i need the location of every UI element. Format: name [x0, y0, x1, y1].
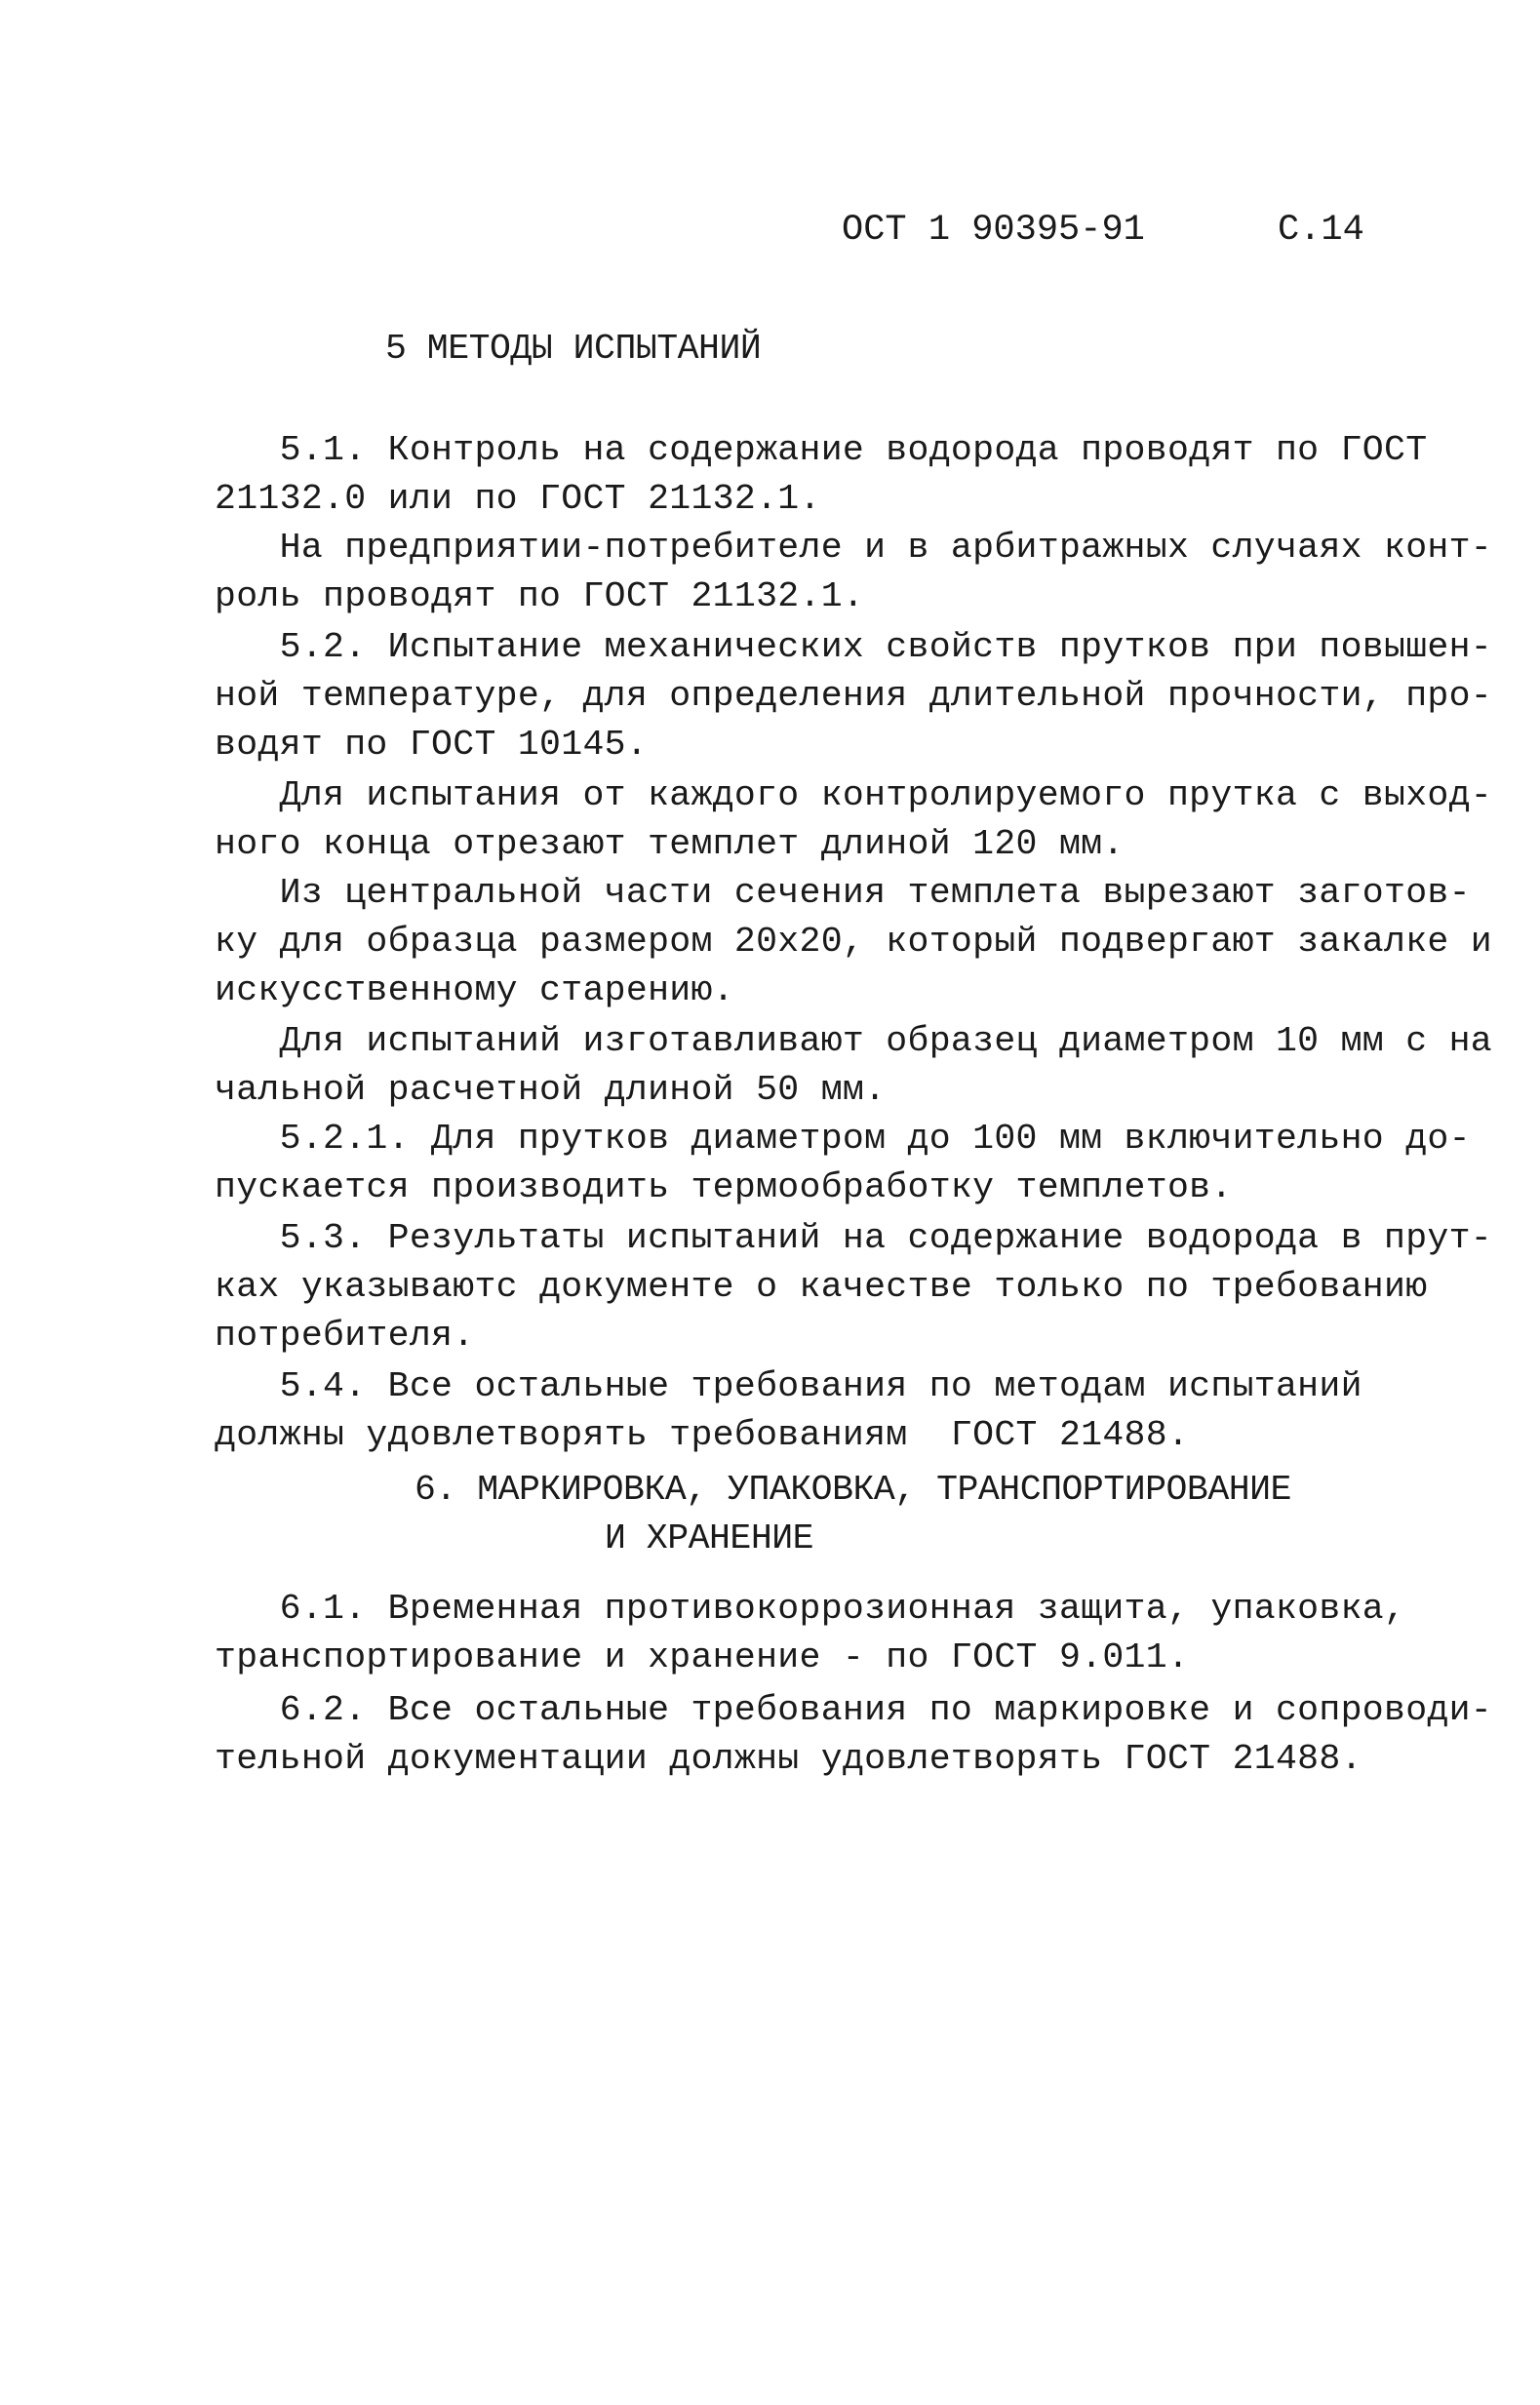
text-line: тельной документации должны удовлетворять ГОСТ 21488. — [215, 1739, 1362, 1779]
text-line: ку для образца размером 20х20, который подвергают закалке и — [215, 922, 1493, 962]
text-line: транспортирование и хранение - по ГОСТ 9.011. — [215, 1637, 1190, 1677]
text-line: ной температуре, для определения длительной прочности, про- — [215, 676, 1493, 716]
text-line: пускается производить термообработку темплетов. — [215, 1167, 1233, 1207]
text-line: 5.2. Испытание механических свойств прутков при повышен- — [215, 627, 1493, 667]
text-line: роль проводят по ГОСТ 21132.1. — [215, 576, 865, 616]
text-line: потребителя. — [215, 1316, 475, 1356]
text-line: водят по ГОСТ 10145. — [215, 725, 649, 765]
text-line: 21132.0 или по ГОСТ 21132.1. — [215, 479, 821, 519]
text-line: 6.1. Временная противокоррозионная защита, упаковка, — [215, 1589, 1406, 1629]
text-line: должны удовлетворять требованиям ГОСТ 21488. — [215, 1415, 1190, 1455]
text-line: чальной расчетной длиной 50 мм. — [215, 1070, 887, 1110]
section-6-title-line2: И ХРАНЕНИЕ — [605, 1518, 814, 1558]
text-line: Для испытания от каждого контролируемого прутка с выход- — [215, 775, 1493, 815]
text-line: 5.2.1. Для прутков диаметром до 100 мм включительно до- — [215, 1119, 1471, 1159]
text-line: Из центральной части сечения темплета вырезают заготов- — [215, 873, 1471, 913]
section-5-title: 5 МЕТОДЫ ИСПЫТАНИЙ — [385, 329, 762, 369]
text-line: На предприятии-потребителе и в арбитражных случаях конт- — [215, 528, 1493, 568]
document-code: ОСТ 1 90395-91 — [842, 210, 1145, 251]
text-line: ках указываютс документе о качестве только по требованию — [215, 1267, 1428, 1307]
text-line: 5.4. Все остальные требования по методам испытаний — [215, 1366, 1362, 1406]
text-line: искусственному старению. — [215, 970, 734, 1010]
text-line: 6.2. Все остальные требования по маркировке и сопроводи- — [215, 1690, 1493, 1730]
text-line: 5.3. Результаты испытаний на содержание водорода в прут- — [215, 1218, 1493, 1258]
text-line: 5.1. Контроль на содержание водорода проводят по ГОСТ — [215, 430, 1428, 470]
text-line: ного конца отрезают темплет длиной 120 мм. — [215, 824, 1125, 864]
text-line: Для испытаний изготавливают образец диаметром 10 мм с на — [215, 1021, 1493, 1061]
section-6-title-line1: 6. МАРКИРОВКА, УПАКОВКА, ТРАНСПОРТИРОВАНИЕ — [415, 1470, 1291, 1510]
page-number: С.14 — [1278, 210, 1364, 251]
